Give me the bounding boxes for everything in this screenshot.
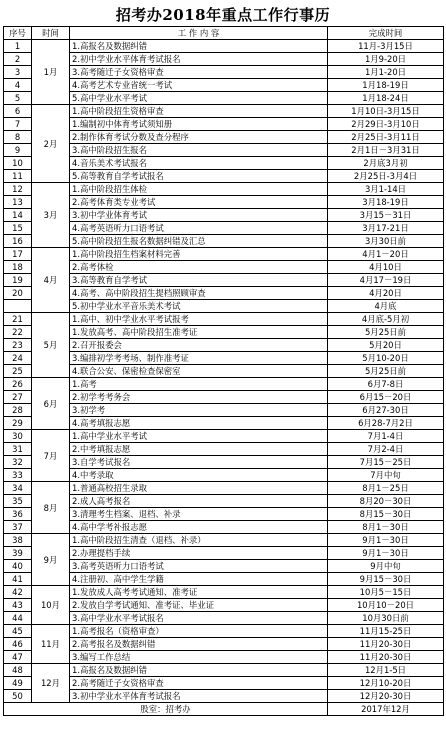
row-seq: 41 — [4, 573, 32, 586]
table-row — [4, 404, 444, 417]
row-deadline: 4月17－19日 — [328, 274, 444, 287]
row-seq: 35 — [4, 495, 32, 508]
row-seq: 48 — [4, 664, 32, 677]
row-deadline: 7月2-4日 — [328, 443, 444, 456]
row-deadline: 8月15－30日 — [328, 508, 444, 521]
row-deadline: 7月15－25日 — [328, 456, 444, 469]
row-deadline: 1月18-19日 — [328, 79, 444, 92]
row-task: 1.高考 — [70, 378, 328, 391]
table-row — [4, 170, 444, 183]
row-task: 3.高考英语听力口语考试 — [70, 560, 328, 573]
row-task: 1.高考报名（资格审查） — [70, 625, 328, 638]
row-deadline: 10月5－15日 — [328, 586, 444, 599]
row-seq: 1 — [4, 40, 32, 53]
table-row — [4, 677, 444, 690]
month-cell: 2月 — [32, 105, 70, 183]
row-task: 1.高报名及数据纠错 — [70, 664, 328, 677]
table-footer-row — [4, 703, 444, 716]
row-seq: 13 — [4, 196, 32, 209]
table-row — [4, 573, 444, 586]
row-deadline: 4月底-5月初 — [328, 313, 444, 326]
row-task: 1.普通高校招生录取 — [70, 482, 328, 495]
row-deadline: 7月1-4日 — [328, 430, 444, 443]
row-seq: 29 — [4, 417, 32, 430]
table-row — [4, 131, 444, 144]
row-deadline: 5月25日前 — [328, 326, 444, 339]
month-cell: 9月 — [32, 534, 70, 586]
row-deadline: 1月10日-3月15日 — [328, 105, 444, 118]
row-task: 2.高考体检 — [70, 261, 328, 274]
document-title: 招考办2018年重点工作行事历 — [115, 6, 331, 24]
table-row — [4, 248, 444, 261]
row-seq: 5 — [4, 92, 32, 105]
table-row — [4, 183, 444, 196]
month-cell: 6月 — [32, 378, 70, 430]
table-row — [4, 625, 444, 638]
row-task: 2.高考体育类专业考试 — [70, 196, 328, 209]
row-task: 1.高中阶段招生资格审查 — [70, 105, 328, 118]
row-task: 5.高中阶段招生报名数据纠错及汇总 — [70, 235, 328, 248]
row-seq: 32 — [4, 456, 32, 469]
row-deadline: 4月1－20日 — [328, 248, 444, 261]
table-row — [4, 118, 444, 131]
table-row — [4, 521, 444, 534]
table-row — [4, 274, 444, 287]
table-row — [4, 560, 444, 573]
row-seq: 40 — [4, 560, 32, 573]
schedule-body — [4, 40, 444, 703]
table-row — [4, 534, 444, 547]
table-row — [4, 456, 444, 469]
row-task: 4.高考填报志愿 — [70, 417, 328, 430]
row-seq: 10 — [4, 157, 32, 170]
table-row — [4, 690, 444, 703]
row-deadline: 9月15－30日 — [328, 573, 444, 586]
row-deadline: 6月28-7月2日 — [328, 417, 444, 430]
row-task: 1.高中阶段招生档案材料完善 — [70, 248, 328, 261]
table-row — [4, 92, 444, 105]
row-deadline: 1月1-20日 — [328, 66, 444, 79]
row-seq: 20 — [4, 287, 32, 300]
row-deadline: 6月27-30日 — [328, 404, 444, 417]
row-task: 1.发放成人高考考试通知、准考证 — [70, 586, 328, 599]
table-row — [4, 157, 444, 170]
row-seq: 18 — [4, 261, 32, 274]
month-cell: 3月 — [32, 183, 70, 248]
table-row — [4, 430, 444, 443]
table-header-row — [4, 27, 444, 40]
table-row — [4, 66, 444, 79]
header-time: 完成时间 — [328, 27, 444, 40]
row-deadline: 3月17-21日 — [328, 222, 444, 235]
row-seq: 16 — [4, 235, 32, 248]
row-task: 2.成人高考报名 — [70, 495, 328, 508]
row-seq: 39 — [4, 547, 32, 560]
row-task: 4.高考、高中阶段招生提档照顾审查 — [70, 287, 328, 300]
row-deadline: 11月20-30日 — [328, 638, 444, 651]
row-seq — [4, 300, 32, 313]
row-seq: 4 — [4, 79, 32, 92]
table-row — [4, 352, 444, 365]
row-task: 3.高中学业水平考试报名 — [70, 612, 328, 625]
row-task: 2.初中学业水平体育考试报名 — [70, 53, 328, 66]
row-deadline: 11月-3月15日 — [328, 40, 444, 53]
month-cell: 1月 — [32, 40, 70, 105]
table-row — [4, 79, 444, 92]
row-deadline: 11月20-30日 — [328, 651, 444, 664]
row-task: 1.高中、初中学业水平考试报考 — [70, 313, 328, 326]
row-seq: 8 — [4, 131, 32, 144]
row-deadline: 4月20日 — [328, 287, 444, 300]
row-seq: 42 — [4, 586, 32, 599]
row-task: 4.联合公安、保密检查保密室 — [70, 365, 328, 378]
table-row — [4, 599, 444, 612]
row-task: 1.高中阶段招生清查（退档、补录） — [70, 534, 328, 547]
row-seq: 2 — [4, 53, 32, 66]
row-seq: 30 — [4, 430, 32, 443]
row-seq: 28 — [4, 404, 32, 417]
row-task: 1.高报名及数据纠错 — [70, 40, 328, 53]
row-task: 1.发放高考、高中阶段招生准考证 — [70, 326, 328, 339]
table-row — [4, 365, 444, 378]
header-item: 工 作 内 容 — [70, 27, 328, 40]
row-seq: 38 — [4, 534, 32, 547]
header-seq: 序号 — [4, 27, 32, 40]
row-deadline: 6月7-8日 — [328, 378, 444, 391]
month-cell: 8月 — [32, 482, 70, 534]
footer-label: 股室：招考办 — [4, 703, 328, 716]
row-task: 3.编排初学考考场、制作准考证 — [70, 352, 328, 365]
table-row — [4, 508, 444, 521]
row-seq: 31 — [4, 443, 32, 456]
table-row — [4, 105, 444, 118]
row-task: 3.高等教育自学考试 — [70, 274, 328, 287]
row-deadline: 3月15－31日 — [328, 209, 444, 222]
row-task: 5.高等教育自学考试报名 — [70, 170, 328, 183]
row-task: 3.自学考试报名 — [70, 456, 328, 469]
table-row — [4, 443, 444, 456]
row-seq: 17 — [4, 248, 32, 261]
row-seq: 34 — [4, 482, 32, 495]
row-deadline: 5月25日前 — [328, 365, 444, 378]
row-task: 2.发放自学考试通知、准考证、毕业证 — [70, 599, 328, 612]
table-row — [4, 391, 444, 404]
table-row — [4, 612, 444, 625]
row-seq: 50 — [4, 690, 32, 703]
row-task: 5.高中学业水平考试 — [70, 92, 328, 105]
table-row — [4, 313, 444, 326]
row-task: 3.高考随迁子女资格审查 — [70, 66, 328, 79]
row-seq: 9 — [4, 144, 32, 157]
month-cell: 11月 — [32, 625, 70, 664]
row-task: 2.召开报委会 — [70, 339, 328, 352]
row-seq: 46 — [4, 638, 32, 651]
row-task: 2.中考填报志愿 — [70, 443, 328, 456]
row-deadline: 12月20-30日 — [328, 690, 444, 703]
table-row — [4, 287, 444, 300]
row-task: 4.高中学考补报志愿 — [70, 521, 328, 534]
row-task: 1.编制初中体育考试须知册 — [70, 118, 328, 131]
row-task: 3.初学考 — [70, 404, 328, 417]
row-task: 2.制作体育考试分数及查分程序 — [70, 131, 328, 144]
row-seq: 19 — [4, 274, 32, 287]
row-task: 2.高考报名及数据纠错 — [70, 638, 328, 651]
month-cell: 12月 — [32, 664, 70, 703]
table-row — [4, 638, 444, 651]
table-row — [4, 326, 444, 339]
row-seq: 33 — [4, 469, 32, 482]
table-row — [4, 482, 444, 495]
row-deadline: 6月15－20日 — [328, 391, 444, 404]
row-deadline: 2月25日-3月4日 — [328, 170, 444, 183]
row-seq: 43 — [4, 599, 32, 612]
table-row — [4, 651, 444, 664]
table-row — [4, 144, 444, 157]
table-row — [4, 222, 444, 235]
table-row — [4, 196, 444, 209]
row-task: 1.高中学业水平考试 — [70, 430, 328, 443]
row-seq: 15 — [4, 222, 32, 235]
table-row — [4, 495, 444, 508]
row-deadline: 8月1－25日 — [328, 482, 444, 495]
row-deadline: 8月1－30日 — [328, 521, 444, 534]
row-seq: 3 — [4, 66, 32, 79]
row-deadline: 4月10日 — [328, 261, 444, 274]
month-cell: 10月 — [32, 586, 70, 625]
row-task: 4.注册初、高中学生学籍 — [70, 573, 328, 586]
table-row — [4, 40, 444, 53]
table-row — [4, 378, 444, 391]
table-row — [4, 469, 444, 482]
row-task: 4.中考录取 — [70, 469, 328, 482]
month-cell: 5月 — [32, 313, 70, 378]
row-deadline: 12月1-5日 — [328, 664, 444, 677]
row-task: 3.编写工作总结 — [70, 651, 328, 664]
row-deadline: 3月18-19日 — [328, 196, 444, 209]
row-deadline: 3月30日前 — [328, 235, 444, 248]
table-row — [4, 209, 444, 222]
footer-date: 2017年12月 — [328, 703, 444, 716]
row-task: 4.音乐美术考试报名 — [70, 157, 328, 170]
row-task: 3.清理考生档案、退档、补录 — [70, 508, 328, 521]
row-seq: 11 — [4, 170, 32, 183]
row-deadline: 9月1－30日 — [328, 547, 444, 560]
row-deadline: 10月10－20日 — [328, 599, 444, 612]
row-seq: 22 — [4, 326, 32, 339]
row-task: 3.初中学业水平体育考试报名 — [70, 690, 328, 703]
row-task: 3.高中阶段招生报名 — [70, 144, 328, 157]
row-deadline: 5月20日 — [328, 339, 444, 352]
table-row — [4, 235, 444, 248]
row-deadline: 2月29日-3月10日 — [328, 118, 444, 131]
table-row — [4, 261, 444, 274]
row-seq: 6 — [4, 105, 32, 118]
table-row — [4, 586, 444, 599]
row-seq: 23 — [4, 339, 32, 352]
table-row — [4, 53, 444, 66]
row-seq: 14 — [4, 209, 32, 222]
row-seq: 12 — [4, 183, 32, 196]
row-seq: 44 — [4, 612, 32, 625]
month-cell: 7月 — [32, 430, 70, 482]
row-task: 4.高考艺术专业省统一考试 — [70, 79, 328, 92]
row-seq: 21 — [4, 313, 32, 326]
header-month: 时间 — [32, 27, 70, 40]
table-row — [4, 664, 444, 677]
row-seq: 24 — [4, 352, 32, 365]
row-task: 4.高考英语听力口语考试 — [70, 222, 328, 235]
schedule-table — [3, 26, 444, 716]
row-task: 3.初中学业体育考试 — [70, 209, 328, 222]
row-task: 2.办理提档手续 — [70, 547, 328, 560]
row-seq: 25 — [4, 365, 32, 378]
row-seq: 7 — [4, 118, 32, 131]
row-deadline: 3月1-14日 — [328, 183, 444, 196]
row-deadline: 8月20－30日 — [328, 495, 444, 508]
row-deadline: 11月15-25日 — [328, 625, 444, 638]
table-row — [4, 339, 444, 352]
row-deadline: 12月10-20日 — [328, 677, 444, 690]
row-deadline: 2月底3月初 — [328, 157, 444, 170]
row-deadline: 1月18-24日 — [328, 92, 444, 105]
row-deadline: 2月1日－3月31日 — [328, 144, 444, 157]
table-row — [4, 300, 444, 313]
row-seq: 37 — [4, 521, 32, 534]
month-cell: 4月 — [32, 248, 70, 313]
row-deadline: 5月10-20日 — [328, 352, 444, 365]
row-deadline: 9月中旬 — [328, 560, 444, 573]
table-row — [4, 547, 444, 560]
row-seq: 45 — [4, 625, 32, 638]
row-seq: 49 — [4, 677, 32, 690]
row-deadline: 2月25日-3月11日 — [328, 131, 444, 144]
table-row — [4, 417, 444, 430]
row-seq: 36 — [4, 508, 32, 521]
row-task: 5.初中学业水平音乐美术考试 — [70, 300, 328, 313]
row-deadline: 1月9-20日 — [328, 53, 444, 66]
row-seq: 27 — [4, 391, 32, 404]
row-task: 2.初学考考务会 — [70, 391, 328, 404]
row-task: 1.高中阶段招生体检 — [70, 183, 328, 196]
row-deadline: 4月底 — [328, 300, 444, 313]
row-deadline: 10月30日前 — [328, 612, 444, 625]
row-seq: 26 — [4, 378, 32, 391]
row-deadline: 9月1－30日 — [328, 534, 444, 547]
row-task: 2.高考随迁子女资格审查 — [70, 677, 328, 690]
row-deadline: 7月中旬 — [328, 469, 444, 482]
row-seq: 47 — [4, 651, 32, 664]
